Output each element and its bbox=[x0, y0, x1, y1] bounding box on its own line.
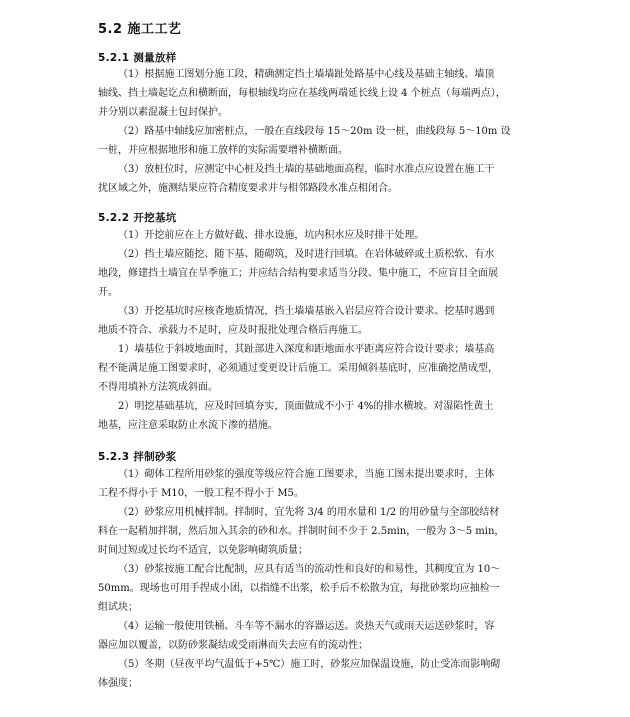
paragraph-line: 器应加以覆盖，以防砂浆凝结或受雨淋而失去应有的流动性； bbox=[98, 640, 368, 651]
paragraph-line: 并分别以素混凝土包封保护。 bbox=[98, 107, 228, 118]
paragraph-line: 50mm。现场也可用手捏成小团，以指缝不出浆，松手后不松散为宜，每批砂浆均应抽检一 bbox=[98, 583, 500, 594]
subsection-title-excavation: 5.2.2 开挖基坑 bbox=[98, 212, 177, 224]
subsection-title-mortar: 5.2.3 拌制砂浆 bbox=[98, 451, 177, 463]
paragraph-line: 开。 bbox=[98, 287, 118, 298]
paragraph-line: 组试块； bbox=[98, 602, 138, 613]
subsection-title-survey: 5.2.1 测量放样 bbox=[98, 52, 177, 64]
paragraph-line: 地基，应注意采取防止水流下渗的措施。 bbox=[98, 420, 278, 431]
paragraph-line: 体强度； bbox=[98, 678, 138, 689]
paragraph-line: 1）墙基位于斜坡地面时，其趾部进入深度和距地面水平距离应符合设计要求；墙基高 bbox=[118, 344, 495, 355]
paragraph-line: 料在一起稍加拌制，然后加入其余的砂和水。拌制时间不少于 2.5min，一般为 3～5 min， bbox=[98, 526, 505, 537]
section-title: 5.2 施工工艺 bbox=[98, 22, 182, 37]
paragraph-line: （2）路基中轴线应加密桩点，一般在直线段每 15～20m 设一桩，曲线段每 5～10m 设 bbox=[118, 126, 511, 137]
paragraph-line: （3）开挖基坑时应核查地质情况，挡土墙墙基嵌入岩层应符合设计要求。挖基时遇到 bbox=[118, 306, 495, 317]
paragraph-line: （3）砂浆按施工配合比配制，应具有适当的流动性和良好的和易性，其稠度宜为 10～ bbox=[118, 564, 501, 575]
paragraph-line: 轴线、挡土墙起讫点和横断面，每根轴线均应在基线两端延长线上设 4 个桩点（每端两点）， bbox=[98, 88, 506, 99]
paragraph-line: 工程不得小于 M10，一般工程不得小于 M5。 bbox=[98, 488, 304, 499]
paragraph-line: 不得用填补方法筑成斜面。 bbox=[98, 382, 218, 393]
paragraph-line: 地质不符合、承载力不足时，应及时报批处理合格后再施工。 bbox=[98, 325, 368, 336]
paragraph-line: 一桩，并应根据地形和施工放样的实际需要增补横断面。 bbox=[98, 145, 348, 156]
paragraph-line: （2）砂浆应用机械拌制。拌制时，宜先将 3/4 的用水量和 1/2 的用砂量与全部胶结材 bbox=[118, 507, 500, 518]
paragraph-line: （5）冬期（昼夜平均气温低于+5℃）施工时，砂浆应加保温设施，防止受冻而影响砌 bbox=[118, 659, 501, 670]
paragraph-line: 2）明挖基础基坑，应及时回填夯实，顶面做成不小于 4%的排水横坡。对湿陷性黄土 bbox=[118, 401, 494, 412]
paragraph-line: （1）开挖前应在上方做好截、排水设施，坑内积水应及时排干处理。 bbox=[118, 230, 425, 241]
paragraph-line: （4）运输一般使用铁桶、斗车等不漏水的容器运送。炎热天气或雨天运送砂浆时，容 bbox=[118, 621, 495, 632]
paragraph-line: 扰区域之外，施测结果应符合精度要求并与相邻路段水准点相闭合。 bbox=[98, 183, 398, 194]
paragraph-line: 程不能满足施工图要求时，必须通过变更设计后施工。采用倾斜基底时，应准确挖凿成型， bbox=[98, 363, 498, 374]
paragraph-line: 地段，修建挡土墙宜在旱季施工；并应结合结构要求适当分段、集中施工，不应盲目全面展 bbox=[98, 268, 498, 279]
paragraph-line: 时间过短或过长均不适宜，以免影响砌筑质量； bbox=[98, 545, 308, 556]
paragraph-line: （2）挡土墙应随挖、随下基、随砌筑，及时进行回填。在岩体破碎或土质松软、有水 bbox=[118, 249, 495, 260]
paragraph-line: （3）放桩位时，应测定中心桩及挡土墙的基础地面高程，临时水准点应设置在施工干 bbox=[118, 164, 495, 175]
paragraph-line: （1）砌体工程所用砂浆的强度等级应符合施工图要求，当施工图未提出要求时，主体 bbox=[118, 469, 495, 480]
paragraph-line: （1）根据施工图划分施工段，精确测定挡土墙墙趾处路基中心线及基础主轴线、墙顶 bbox=[118, 69, 495, 80]
